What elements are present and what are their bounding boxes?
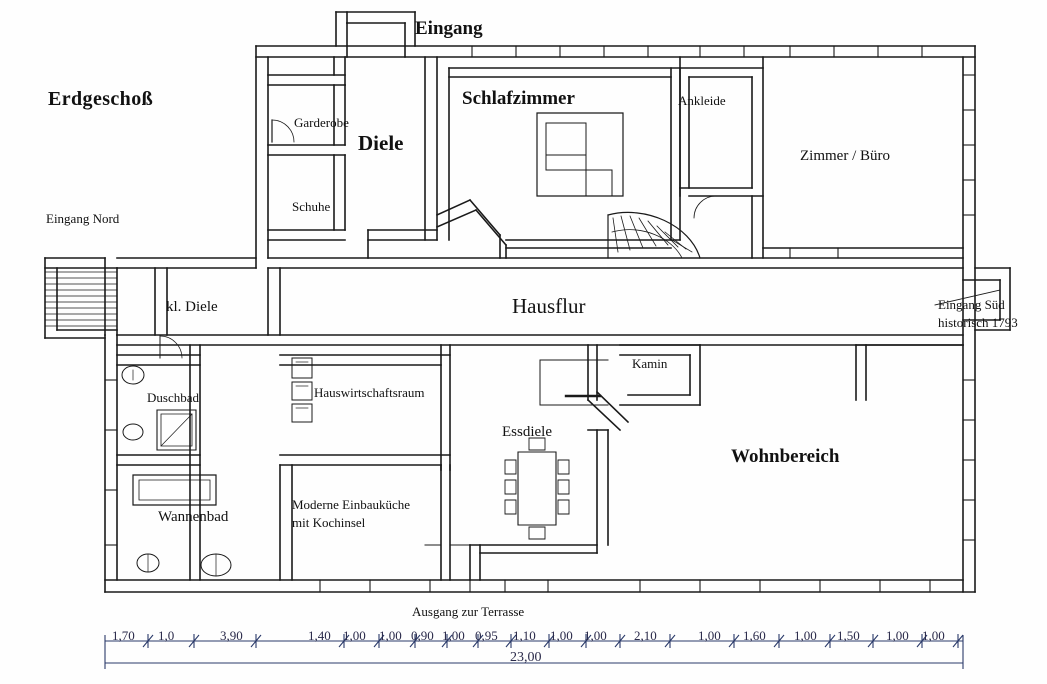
- dimension-segment-label: 1,00: [550, 628, 573, 643]
- room-label: Schlafzimmer: [462, 88, 575, 109]
- dimension-segment-label: 1,00: [698, 628, 721, 643]
- room-label: Eingang: [415, 18, 483, 39]
- dimension-segment-label: 1,00: [379, 628, 402, 643]
- dimension-segment-label: 3,90: [220, 628, 243, 643]
- dimension-segment-label: 1,00: [343, 628, 366, 643]
- dimension-segment-label: 2,10: [634, 628, 657, 643]
- room-label: mit Kochinsel: [292, 515, 366, 530]
- room-label: Moderne Einbauküche: [292, 497, 411, 512]
- room-label: Schuhe: [292, 199, 331, 214]
- room-label: Wannenbad: [158, 509, 229, 525]
- room-label: Eingang Nord: [46, 211, 120, 226]
- dimension-segment-label: 0,90: [411, 628, 434, 643]
- room-label: Hauswirtschaftsraum: [314, 385, 425, 400]
- room-label: Duschbad: [147, 390, 199, 405]
- dimension-segment-label: 0,95: [475, 628, 498, 643]
- dimension-segment-label: 1,00: [886, 628, 909, 643]
- room-label: Zimmer / Büro: [800, 148, 890, 164]
- room-label: Hausflur: [512, 294, 586, 318]
- room-label: historisch 1793: [938, 315, 1018, 330]
- dimension-segment-label: 1,00: [584, 628, 607, 643]
- plan-title: Erdgeschoß: [48, 88, 154, 110]
- room-label: Diele: [358, 131, 404, 155]
- dimension-segment-label: 1,00: [794, 628, 817, 643]
- dimension-segment-label: 1,70: [112, 628, 135, 643]
- room-label: Ausgang zur Terrasse: [412, 604, 525, 619]
- room-label: Essdiele: [502, 424, 552, 440]
- dimension-segment-label: 1,10: [513, 628, 536, 643]
- room-label: Eingang Süd: [938, 297, 1005, 312]
- dimension-segment-label: 1,50: [837, 628, 860, 643]
- room-label: Kamin: [632, 356, 668, 371]
- dimension-segment-label: 1,0: [158, 628, 175, 643]
- room-label: Wohnbereich: [731, 446, 840, 467]
- room-label: Garderobe: [294, 115, 349, 130]
- dimension-segment-label: 1,60: [743, 628, 766, 643]
- dimension-segment-label: 1,40: [308, 628, 331, 643]
- dimension-segment-label: 1,00: [922, 628, 945, 643]
- room-label: kl. Diele: [166, 299, 218, 315]
- total-dimension-label: 23,00: [510, 650, 542, 665]
- dimension-segment-label: 1,00: [442, 628, 465, 643]
- room-label: Ankleide: [678, 93, 726, 108]
